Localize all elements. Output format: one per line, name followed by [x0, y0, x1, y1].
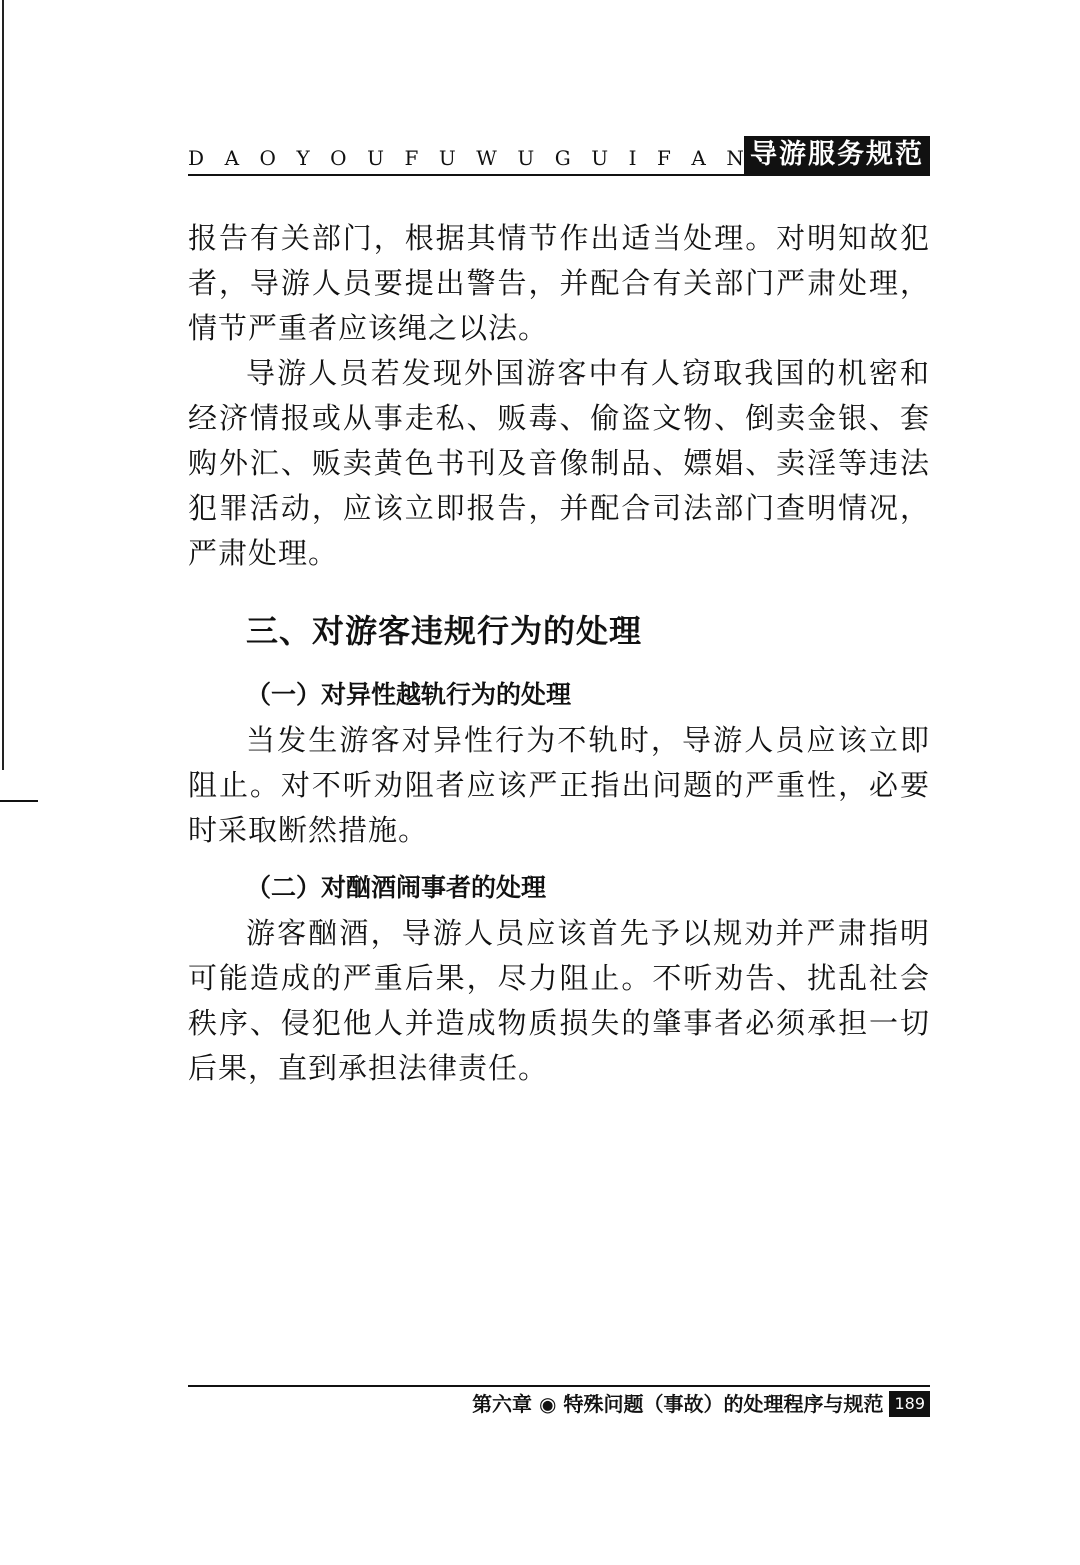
subsection-heading: （二）对酗酒闹事者的处理	[246, 873, 547, 902]
paragraph: 当发生游客对异性行为不轨时，导游人员应该立即阻止。对不听劝阻者应该严正指出问题的严重性，必要时采取断然措施。	[188, 723, 930, 847]
header-letter: N	[726, 146, 744, 170]
header-letter: A	[224, 146, 240, 170]
header-rule	[188, 174, 930, 176]
header-pinyin-letters	[188, 148, 744, 174]
header-letter: F	[657, 146, 671, 170]
paragraph: 导游人员若发现外国游客中有人窃取我国的机密和经济情报或从事走私、贩毒、偷盗文物、倒卖金银、套购外汇、贩卖黄色书刊及音像制品、嫖娼、卖淫等违法犯罪活动，应该立即报告，并配合司法部门查明情况，严肃处理。	[188, 356, 930, 570]
running-header	[188, 136, 930, 174]
page-number: 189	[889, 1391, 930, 1417]
subsection-heading: （一）对异性越轨行为的处理	[246, 680, 572, 709]
footer-rule	[188, 1385, 930, 1387]
running-footer	[188, 1389, 930, 1419]
header-letter: A	[691, 146, 706, 170]
header-letter: U	[367, 146, 384, 170]
header-letter: U	[517, 146, 535, 170]
paragraph-continued: 报告有关部门，根据其情节作出适当处理。对明知故犯者，导游人员要提出警告，并配合有关部门严肃处理，情节严重者应该绳之以法。	[188, 221, 930, 345]
header-letter: U	[591, 146, 609, 170]
header-letter: I	[628, 146, 637, 170]
book-title: 导游服务规范	[744, 136, 930, 174]
header-letter: F	[404, 146, 419, 170]
chapter-title: 第六章 ◉ 特殊问题（事故）的处理程序与规范	[472, 1392, 884, 1416]
scan-edge-mark	[0, 800, 38, 802]
header-letter: G	[554, 146, 571, 170]
header-letter: D	[188, 146, 205, 170]
section-heading: 三、对游客违规行为的处理	[246, 612, 643, 650]
header-letter: U	[438, 146, 456, 170]
header-letter: O	[259, 146, 276, 170]
page-content	[188, 216, 930, 1091]
scan-edge-line	[2, 0, 4, 770]
header-letter: Y	[296, 146, 310, 170]
header-letter: O	[330, 146, 347, 170]
paragraph: 游客酗酒，导游人员应该首先予以规劝并严肃指明可能造成的严重后果，尽力阻止。不听劝告、扰乱社会秩序、侵犯他人并造成物质损失的肇事者必须承担一切后果，直到承担法律责任。	[188, 916, 930, 1085]
header-letter: W	[476, 146, 497, 170]
